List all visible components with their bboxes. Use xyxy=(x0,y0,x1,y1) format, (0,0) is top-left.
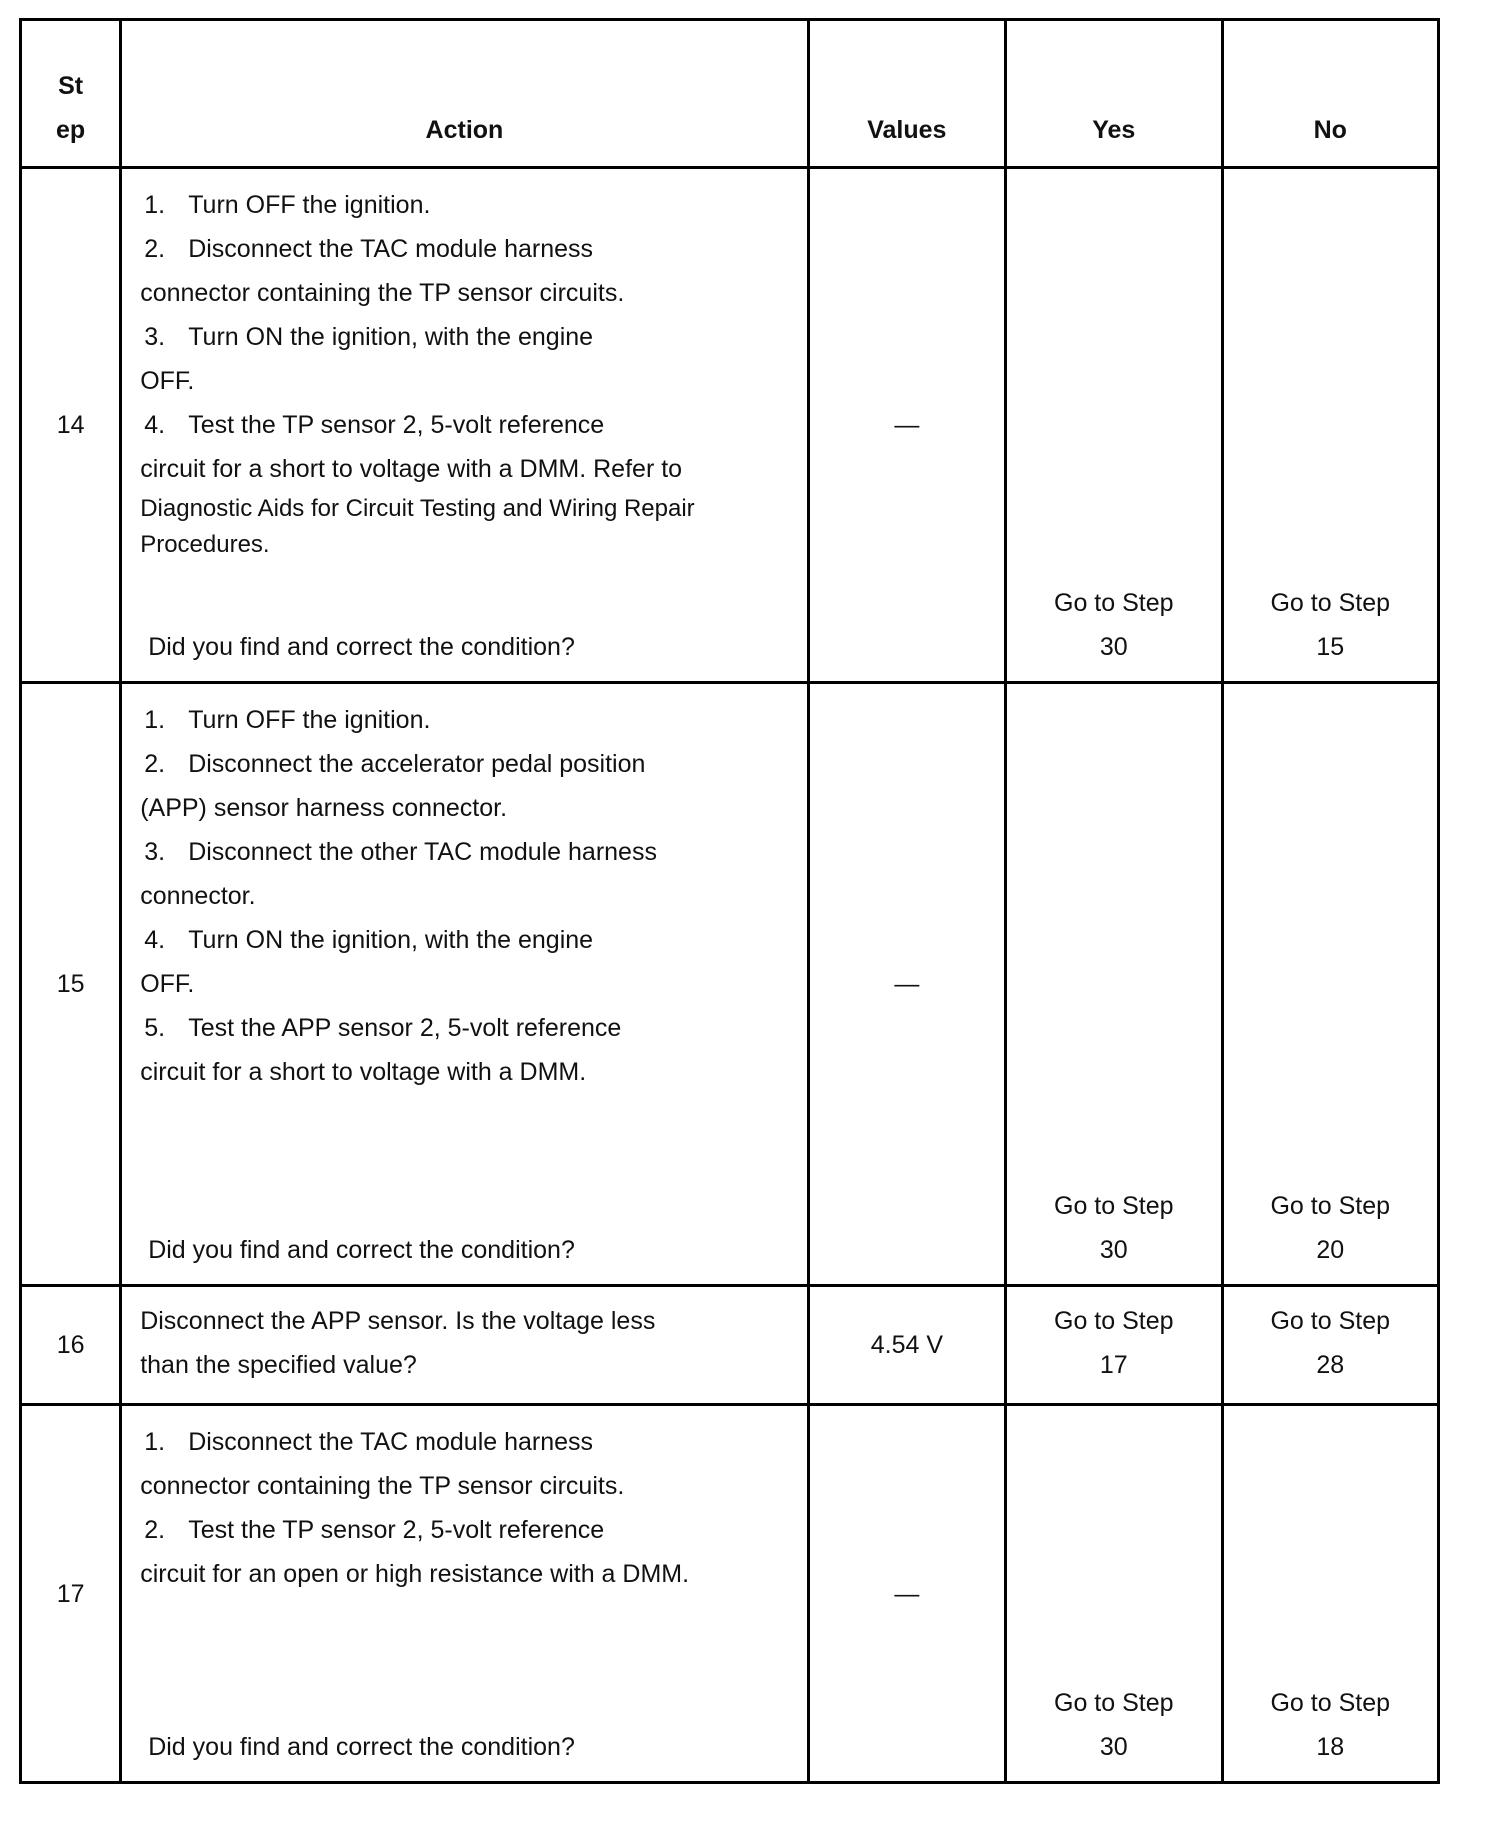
header-yes: Yes xyxy=(1006,20,1222,168)
goto-step: 20 xyxy=(1316,1236,1345,1264)
step-text: connector containing the TP sensor circuits. xyxy=(140,1472,625,1500)
table-row xyxy=(21,683,1439,1286)
yes-cell xyxy=(1006,1405,1222,1783)
yes-cell xyxy=(1006,1286,1222,1405)
step-text: Procedures. xyxy=(140,531,270,558)
step-index: 3. xyxy=(144,838,166,866)
no-cell xyxy=(1222,683,1438,1286)
header-step xyxy=(21,20,121,168)
step-index: 1. xyxy=(144,191,166,219)
step-text: Test the TP sensor 2, 5-volt reference xyxy=(188,1516,605,1544)
header-step-line1: St xyxy=(58,72,84,100)
action-line: Disconnect the APP sensor. Is the voltage less xyxy=(140,1307,656,1335)
action-line xyxy=(140,1508,788,1552)
no-goto xyxy=(1224,581,1437,669)
step-text: connector containing the TP sensor circuits. xyxy=(140,279,625,307)
step-text: Test the APP sensor 2, 5-volt reference xyxy=(188,1014,622,1042)
yes-goto xyxy=(1007,1287,1220,1387)
yes-goto xyxy=(1007,581,1220,669)
step-text: Disconnect the TAC module harness xyxy=(188,235,594,263)
step-index: 1. xyxy=(144,706,166,734)
step-index: 4. xyxy=(144,411,166,439)
action-steps xyxy=(140,684,788,1094)
step-text: Turn OFF the ignition. xyxy=(188,706,431,734)
values-cell: — xyxy=(808,1405,1005,1783)
step-text: OFF. xyxy=(140,970,195,998)
action-line xyxy=(140,183,788,227)
action-line xyxy=(140,271,788,315)
action-question: Did you find and correct the condition? xyxy=(148,1733,575,1761)
step-text: circuit for a short to voltage with a DMM. Refer to xyxy=(140,455,683,483)
action-cell xyxy=(121,1405,808,1783)
action-line xyxy=(140,698,788,742)
goto-label: Go to Step xyxy=(1270,1307,1391,1335)
table-row xyxy=(21,1405,1439,1783)
goto-step: 30 xyxy=(1099,633,1128,661)
action-line xyxy=(140,447,788,491)
table-row xyxy=(21,168,1439,683)
step-number: 16 xyxy=(21,1286,121,1405)
action-steps xyxy=(140,169,788,563)
step-index: 1. xyxy=(144,1428,166,1456)
no-cell xyxy=(1222,1286,1438,1405)
action-line: than the specified value? xyxy=(140,1351,417,1379)
goto-label: Go to Step xyxy=(1270,1689,1391,1717)
no-goto xyxy=(1224,1184,1437,1272)
values-cell: — xyxy=(808,168,1005,683)
yes-goto xyxy=(1007,1681,1220,1769)
action-line xyxy=(140,1552,788,1596)
action-question: Did you find and correct the condition? xyxy=(148,1236,575,1264)
action-line xyxy=(140,403,788,447)
diagnostic-table xyxy=(19,18,1440,1784)
step-text: Disconnect the other TAC module harness xyxy=(188,838,657,866)
values-cell: — xyxy=(808,683,1005,1286)
action-line xyxy=(140,786,788,830)
goto-label: Go to Step xyxy=(1054,1307,1174,1335)
step-text: Test the TP sensor 2, 5-volt reference xyxy=(188,411,605,439)
action-steps xyxy=(140,1406,788,1596)
goto-label: Go to Step xyxy=(1054,1192,1174,1220)
yes-goto xyxy=(1007,1184,1220,1272)
header-step-line2: ep xyxy=(56,116,86,144)
goto-step: 18 xyxy=(1316,1733,1345,1761)
goto-label: Go to Step xyxy=(1270,589,1391,617)
yes-cell xyxy=(1006,683,1222,1286)
action-line xyxy=(140,1420,788,1464)
goto-label: Go to Step xyxy=(1270,1192,1391,1220)
step-text: connector. xyxy=(140,882,256,910)
step-text: circuit for a short to voltage with a DMM. xyxy=(140,1058,587,1086)
step-index: 2. xyxy=(144,1516,166,1544)
action-line xyxy=(140,491,788,527)
header-no: No xyxy=(1222,20,1438,168)
step-number: 17 xyxy=(21,1405,121,1783)
step-text: Turn OFF the ignition. xyxy=(188,191,431,219)
action-line xyxy=(140,962,788,1006)
action-cell xyxy=(121,1286,808,1405)
action-question: Did you find and correct the condition? xyxy=(148,633,575,661)
step-text: Turn ON the ignition, with the engine xyxy=(188,926,594,954)
step-number: 15 xyxy=(21,683,121,1286)
action-line xyxy=(140,1050,788,1094)
no-goto xyxy=(1224,1287,1437,1387)
action-cell xyxy=(121,168,808,683)
table-row xyxy=(21,1286,1439,1405)
step-text: Disconnect the TAC module harness xyxy=(188,1428,594,1456)
goto-step: 30 xyxy=(1099,1733,1128,1761)
step-text: Turn ON the ignition, with the engine xyxy=(188,323,594,351)
step-index: 2. xyxy=(144,750,166,778)
goto-step: 28 xyxy=(1316,1351,1345,1379)
step-text: circuit for an open or high resistance with a DMM. xyxy=(140,1560,690,1588)
step-text: Disconnect the accelerator pedal position xyxy=(188,750,646,778)
goto-step: 17 xyxy=(1099,1351,1128,1379)
no-cell xyxy=(1222,168,1438,683)
step-number: 14 xyxy=(21,168,121,683)
action-text xyxy=(140,1287,788,1387)
header-row xyxy=(21,20,1439,168)
goto-step: 15 xyxy=(1316,633,1345,661)
yes-cell xyxy=(1006,168,1222,683)
step-index: 3. xyxy=(144,323,166,351)
action-line xyxy=(140,918,788,962)
action-line xyxy=(140,315,788,359)
no-cell xyxy=(1222,1405,1438,1783)
action-line xyxy=(140,227,788,271)
action-line xyxy=(140,874,788,918)
step-text: OFF. xyxy=(140,367,195,395)
goto-label: Go to Step xyxy=(1054,1689,1174,1717)
no-goto xyxy=(1224,1681,1437,1769)
step-index: 2. xyxy=(144,235,166,263)
step-text: Diagnostic Aids for Circuit Testing and Wiring Repair xyxy=(140,495,695,522)
header-values: Values xyxy=(808,20,1005,168)
step-text: (APP) sensor harness connector. xyxy=(140,794,508,822)
action-line xyxy=(140,1464,788,1508)
action-cell xyxy=(121,683,808,1286)
action-line xyxy=(140,742,788,786)
action-line xyxy=(140,527,788,563)
action-line xyxy=(140,359,788,403)
action-line xyxy=(140,1006,788,1050)
header-action: Action xyxy=(121,20,808,168)
action-line xyxy=(140,830,788,874)
step-index: 5. xyxy=(144,1014,166,1042)
step-index: 4. xyxy=(144,926,166,954)
values-cell: 4.54 V xyxy=(808,1286,1005,1405)
goto-step: 30 xyxy=(1099,1236,1128,1264)
goto-label: Go to Step xyxy=(1054,589,1174,617)
